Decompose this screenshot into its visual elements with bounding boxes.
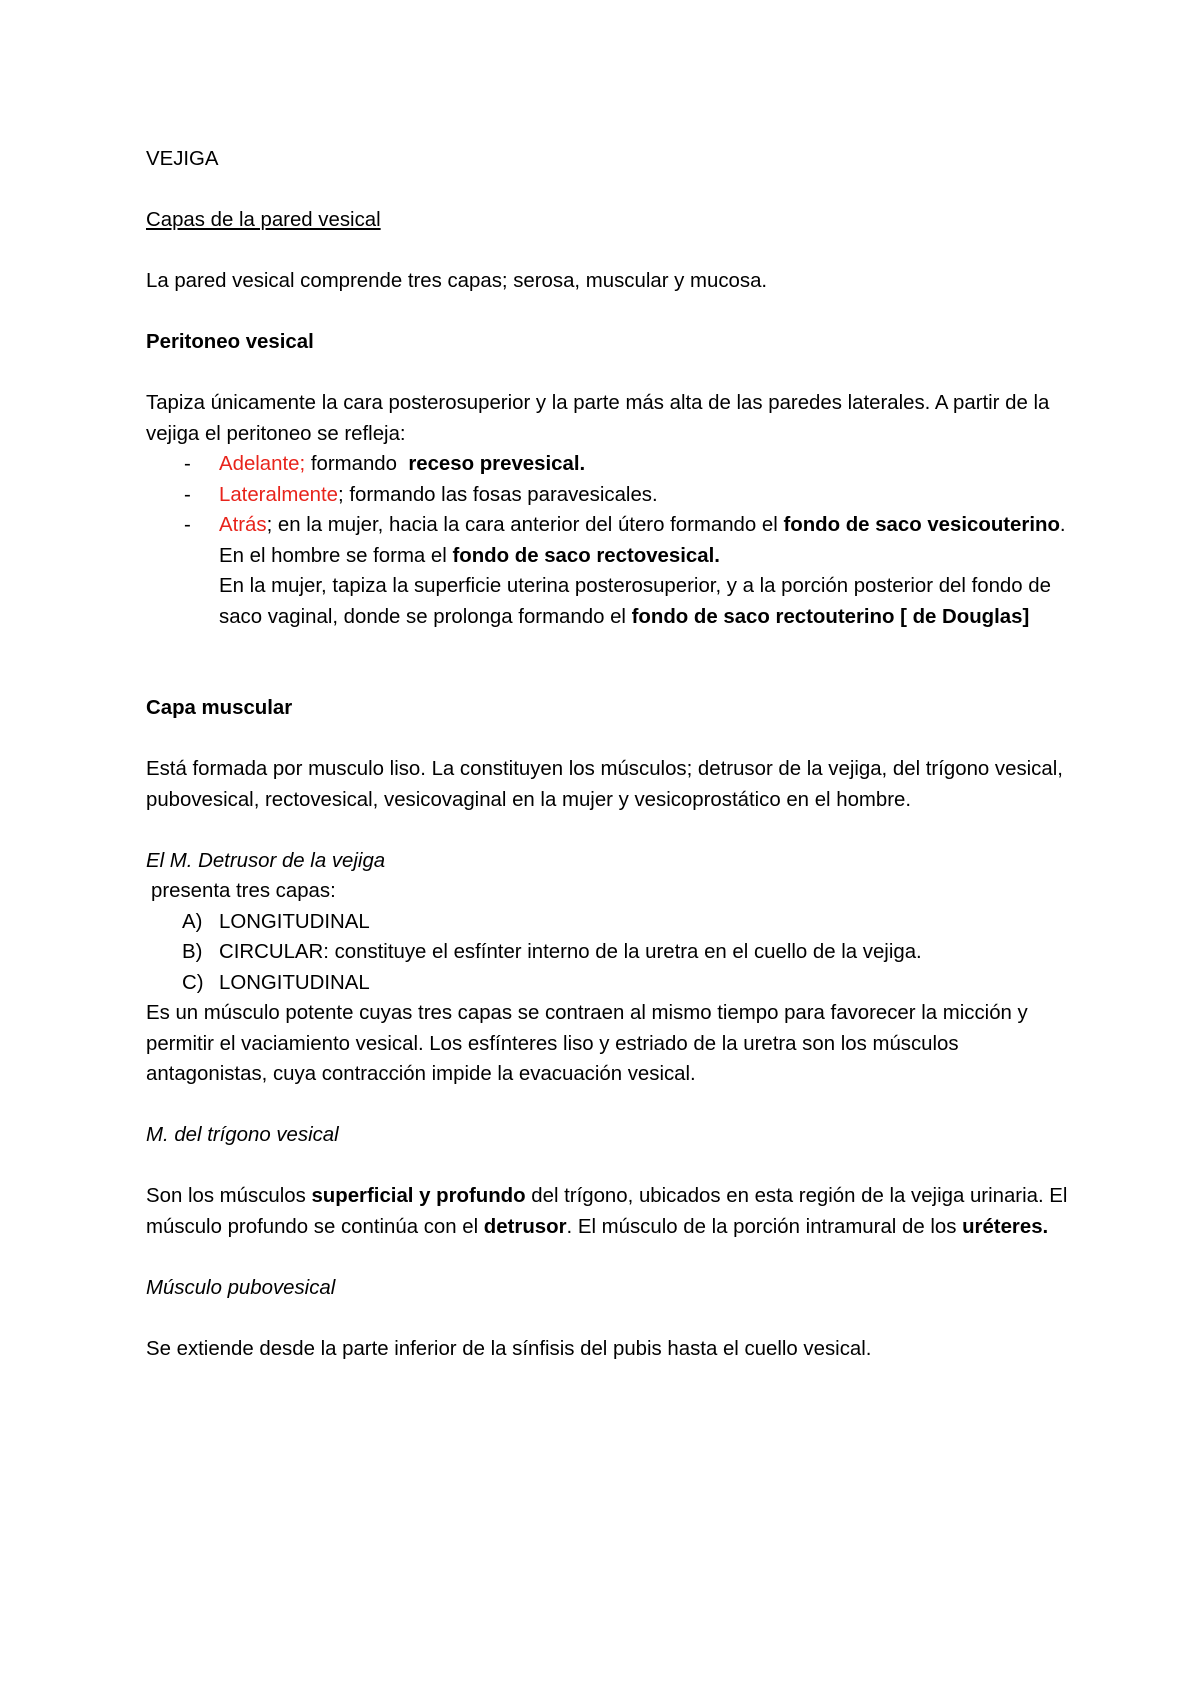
term-fondo-saco-rectouterino: fondo de saco rectouterino [ de Douglas] [631,605,1030,628]
item-text: formando [305,453,409,475]
item-text: CIRCULAR: constituye el esfínter interno de la uretra en el cuello de la vejiga. [219,941,922,963]
document-title: VEJIGA [146,148,219,170]
paragraph-text: Son los músculos [146,1185,312,1207]
detrusor-layers-list [146,907,1076,999]
list-item [146,480,1076,511]
pubovesical-paragraph: Se extiende desde la parte inferior de la sínfisis del pubis hasta el cuello vesical. [146,1337,872,1360]
list-item [146,937,1076,968]
intro-paragraph: La pared vesical comprende tres capas; serosa, muscular y mucosa. [146,270,768,292]
peritoneo-list [146,449,1076,632]
list-item [146,510,1076,632]
item-text: LONGITUDINAL [219,910,370,933]
term-fondo-saco-vesicouterino: fondo de saco vesicouterino [783,514,1060,536]
item-text: ; formando las fosas paravesicales. [338,483,658,506]
term-detrusor: detrusor [483,1215,567,1238]
heading-detrusor: El M. Detrusor de la vejiga [146,849,386,872]
term-fondo-saco-rectovesical: fondo de saco rectovesical. [452,544,720,567]
trigono-paragraph [146,1181,1076,1242]
list-marker: - [184,514,191,536]
paragraph-text: del trígono, ubicados en esta región de la vejiga urinaria. El músculo profundo se continúa con el [146,1185,1068,1238]
detrusor-lead: presenta tres capas: [151,880,336,902]
list-marker: - [184,483,191,506]
direction-label: Lateralmente [219,483,339,506]
peritoneo-paragraph: Tapiza únicamente la cara posterosuperior y la parte más alta de las paredes laterales. A partir de la vejiga el peritoneo se refleja: [146,392,1050,445]
list-item [146,449,1076,480]
direction-label: Adelante; [219,453,306,475]
list-item [146,968,1076,999]
item-text: LONGITUDINAL [219,971,370,994]
list-marker: B) [182,941,203,963]
item-text: . En el hombre se forma el [219,514,1066,567]
document-body [146,144,1076,1364]
capa-muscular-paragraph: Está formada por musculo liso. La constituyen los músculos; detrusor de la vejiga, del trígono vesical, pubovesical, rectovesical, vesicovaginal en la mujer y vesicoprostático en el hombre. [146,758,1063,811]
heading-trigono: M. del trígono vesical [146,1124,339,1146]
item-text: ; en la mujer, hacia la cara anterior del útero formando el [266,514,784,536]
heading-capa-muscular: Capa muscular [146,697,293,719]
heading-pubovesical: Músculo pubovesical [146,1276,336,1299]
paragraph-text: . El músculo de la porción intramural de los [566,1215,963,1238]
list-marker: A) [182,910,203,933]
term-receso-prevesical: receso prevesical. [408,453,586,475]
item-text: En la mujer, tapiza la superficie uterina posterosuperior, y a la porción posterior del fondo de saco vaginal, donde se prolonga formando el [219,575,1051,628]
list-marker: - [184,453,191,475]
heading-peritoneo-vesical: Peritoneo vesical [146,331,314,353]
term-ureteres: uréteres. [962,1215,1049,1238]
list-marker: C) [182,971,204,994]
detrusor-paragraph: Es un músculo potente cuyas tres capas se contraen al mismo tiempo para favorecer la micción y permitir el vaciamiento vesical. Los esfínteres liso y estriado de la uretra son los músculos antagonistas, cuya contracción impide la evacuación vesical. [146,1002,1028,1085]
list-item [146,907,1076,938]
term-superficial-profundo: superficial y profundo [311,1185,526,1207]
section-heading-capas: Capas de la pared vesical [146,209,381,231]
direction-label: Atrás [219,514,267,536]
